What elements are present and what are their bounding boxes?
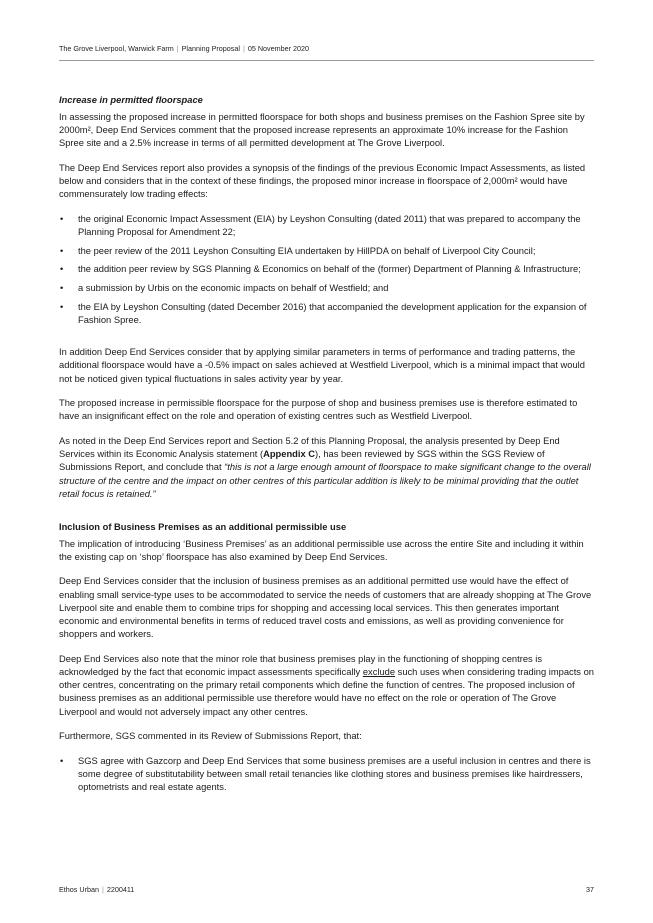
appendix-reference: Appendix C xyxy=(263,449,316,460)
list-item: • the addition peer review by SGS Planning & Economics on behalf of the (former) Department of Planning & Infrastructure; xyxy=(59,263,595,276)
header-date: 05 November 2020 xyxy=(247,44,309,53)
sgs-comments-list xyxy=(59,755,595,795)
list-item: • SGS agree with Gazcorp and Deep End Services that some business premises are a useful inclusion in centres and there is some degree of substitutability between small retail tenancies like clothing stores and business premises like hairdressers, optometrists and real estate agents. xyxy=(59,755,595,795)
paragraph-sgs-conclusion xyxy=(59,435,595,501)
emphasis-exclude: exclude xyxy=(362,667,396,678)
footer-reference: 2200411 xyxy=(106,885,135,894)
text-run: ), has been reviewed by SGS within the SGS Review of Submissions Report, and conclude that xyxy=(59,449,545,473)
header-separator: | xyxy=(176,44,179,53)
page-footer xyxy=(59,885,594,894)
list-item: • a submission by Urbis on the economic impacts on behalf of Westfield; and xyxy=(59,282,595,295)
paragraph: Deep End Services consider that the inclusion of business premises as an additional permitted use would have the effect of enabling small service-type uses to be accommodated to service the needs of customers that are already shopping at The Grove Liverpool site and enable them to combine trips for shopping and accessing local services. This then generates important economic and environmental benefits in terms of reduced travel costs and emissions, as well as providing convenience for shoppers and workers. xyxy=(59,576,592,640)
page-body xyxy=(59,94,595,813)
text-run: As noted in the Deep End Services report and Section 5.2 of this Planning Proposal, the analysis presented by Deep End Services within its Economic Analysis statement ( xyxy=(59,435,560,460)
paragraph: The proposed increase in permissible floorspace for the purpose of shop and business premises use is therefore estimated to have an insignificant effect on the role and operation of existing centres such as Westfield Liverpool. xyxy=(59,398,578,422)
footer-company: Ethos Urban xyxy=(59,885,99,894)
header-rule xyxy=(59,60,594,61)
section-heading-floorspace: Increase in permitted floorspace xyxy=(59,95,203,105)
text-run: such uses when considering trading impacts on other centres, concentrating on the primary retail components which define the function of centres. The proposed inclusion of business premises as an additional permissible use therefore would have no effect on the role or operation of The Grove Liverpool and would not adversely impact any other centres. xyxy=(59,667,594,717)
paragraph: In addition Deep End Services consider that by applying similar parameters in terms of performance and trading patterns, the additional floorspace would have a -0.5% impact on sales achieved at Westfield Liverpool, which is a minimal impact that would not be noticed given typical fluctuations in sales activity year by year. xyxy=(59,347,585,384)
list-item: • the original Economic Impact Assessment (EIA) by Leyshon Consulting (dated 2011) that was prepared to accompany the Planning Proposal for Amendment 22; xyxy=(59,213,595,239)
paragraph: In assessing the proposed increase in permitted floorspace for both shops and business premises on the Fashion Spree site by 2000m², Deep End Services comment that the proposed increase represents an approximate 10% increase for the Fashion Spree site and a 2.5% increase in terms of all permitted development at The Grove Liverpool. xyxy=(59,111,585,149)
text-run: Deep End Services also note that the minor role that business premises play in the functioning of shopping centres is acknowledged by the fact that economic impact assessments specifically xyxy=(59,653,543,678)
header-separator: | xyxy=(242,44,245,53)
header-doc-type: Planning Proposal xyxy=(181,44,240,53)
footer-separator: | xyxy=(101,885,104,894)
page-header xyxy=(59,44,594,53)
eia-list xyxy=(59,213,595,327)
paragraph: The implication of introducing ‘Business Premises’ as an additional permissible use across the entire Site and including it within the existing cap on ‘shop’ floorspace has also examined by Deep End Services. xyxy=(59,538,584,562)
paragraph: Furthermore, SGS commented in its Review of Submissions Report, that: xyxy=(59,731,362,742)
header-project: The Grove Liverpool, Warwick Farm xyxy=(59,44,174,53)
list-item: • the peer review of the 2011 Leyshon Consulting EIA undertaken by HillPDA on behalf of Liverpool City Council; xyxy=(59,245,595,258)
section-heading-business-premises: Inclusion of Business Premises as an additional permissible use xyxy=(59,521,347,532)
sgs-quote: “this is not a large enough amount of floorspace to make significant change to the overall structure of the centre and the impact on other centres of this particular addition is likely to be minimal providing that the outlet retail focus is retained.” xyxy=(59,462,591,499)
paragraph: The Deep End Services report also provides a synopsis of the findings of the previous Economic Impact Assessments, as listed below and considers that in the context of these findings, the proposed minor increase in floorspace of 2,000m² would have commensurately low trading effects: xyxy=(59,162,586,200)
page-number: 37 xyxy=(586,885,594,894)
list-item: • the EIA by Leyshon Consulting (dated December 2016) that accompanied the development application for the expansion of Fashion Spree. xyxy=(59,301,595,327)
paragraph-exclusion xyxy=(59,653,595,719)
